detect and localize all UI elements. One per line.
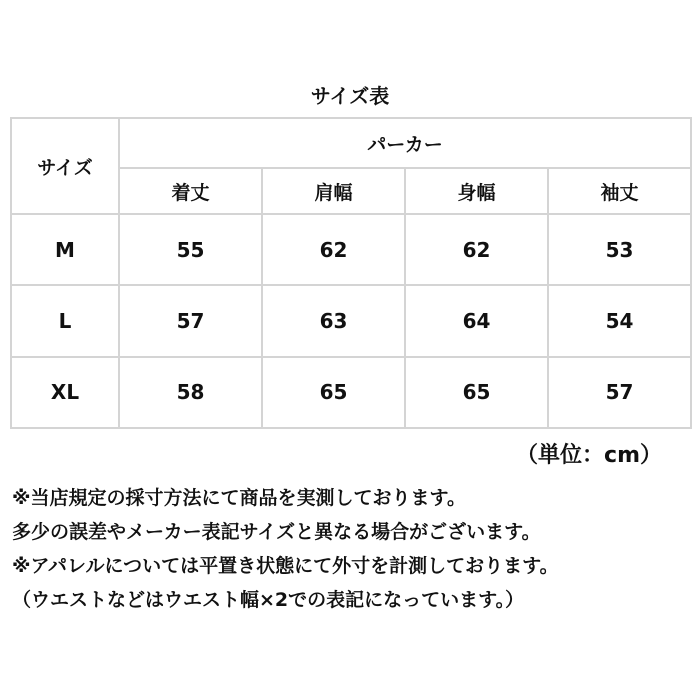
note-line: ※アパレルについては平置き状態にて外寸を計測しております。 <box>12 555 559 577</box>
table-cell: 55 <box>119 214 262 285</box>
table-cell: 57 <box>119 285 262 356</box>
size-column-header: サイズ <box>11 118 119 214</box>
unit-note: （単位：cm） <box>516 443 662 468</box>
table-row <box>11 357 691 428</box>
note-line: ※当店規定の採寸方法にて商品を実測しております。 <box>12 487 466 509</box>
column-header-sleeve: 袖丈 <box>548 168 691 214</box>
row-size-label: M <box>11 214 119 285</box>
table-cell: 65 <box>405 357 548 428</box>
table-row <box>11 285 691 356</box>
product-group-header: パーカー <box>119 118 691 168</box>
size-table <box>10 117 692 429</box>
note-line: （ウエストなどはウエスト幅×2での表記になっています。） <box>12 589 525 611</box>
table-cell: 58 <box>119 357 262 428</box>
table-cell: 62 <box>405 214 548 285</box>
table-cell: 53 <box>548 214 691 285</box>
notes-block <box>12 481 692 617</box>
table-cell: 54 <box>548 285 691 356</box>
row-size-label: XL <box>11 357 119 428</box>
table-cell: 64 <box>405 285 548 356</box>
table-row <box>11 214 691 285</box>
table-cell: 63 <box>262 285 405 356</box>
column-header-length: 着丈 <box>119 168 262 214</box>
column-header-shoulder: 肩幅 <box>262 168 405 214</box>
page-title: サイズ表 <box>310 84 390 108</box>
note-line: 多少の誤差やメーカー表記サイズと異なる場合がございます。 <box>12 521 541 543</box>
table-cell: 62 <box>262 214 405 285</box>
column-header-chest: 身幅 <box>405 168 548 214</box>
row-size-label: L <box>11 285 119 356</box>
table-cell: 57 <box>548 357 691 428</box>
table-header-row <box>11 118 691 168</box>
table-cell: 65 <box>262 357 405 428</box>
